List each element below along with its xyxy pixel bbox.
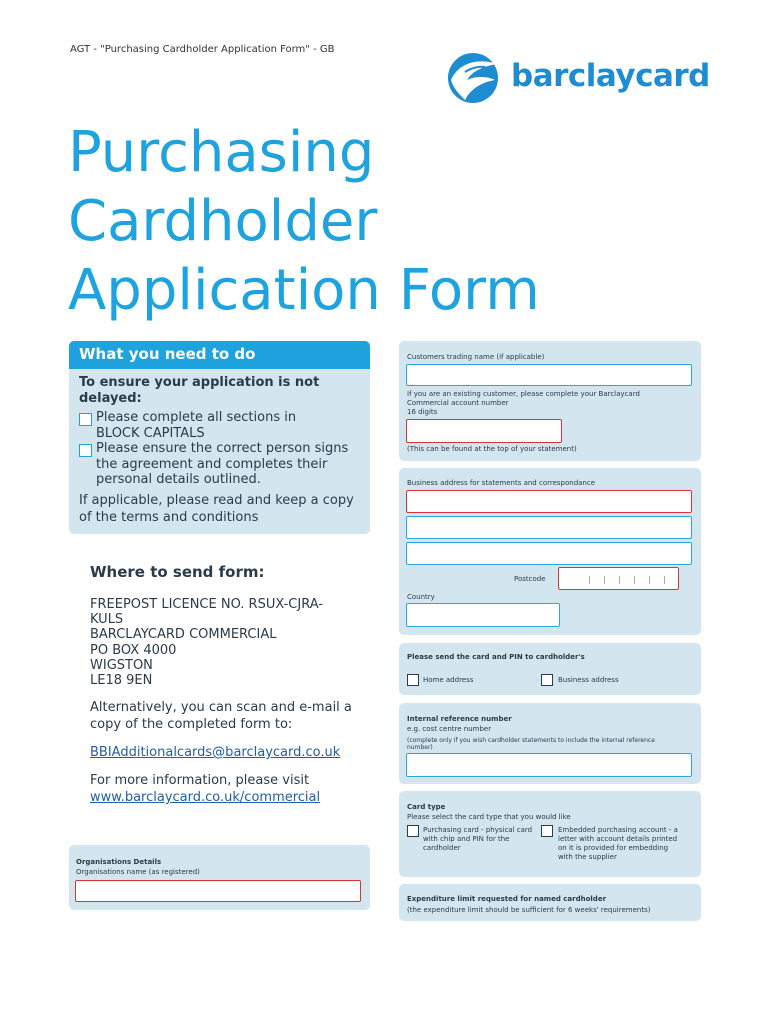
page-title xyxy=(68,118,540,325)
home-address-label: Home address xyxy=(423,676,474,684)
postcode-divider xyxy=(619,576,620,584)
address-line: LE18 9EN xyxy=(90,673,153,689)
reference-panel xyxy=(399,703,701,784)
address-line2-input[interactable] xyxy=(406,516,692,539)
address-line1-input[interactable] xyxy=(406,490,692,513)
instructions-subheading: To ensure your application is not delayed: xyxy=(79,375,320,406)
physical-card-label: Purchasing card - physical card with chip and PIN for the cardholder xyxy=(423,826,533,852)
send-heading: Where to send form: xyxy=(90,563,265,581)
organisation-heading: Organisations Details xyxy=(76,858,162,866)
address-line: BARCLAYCARD COMMERCIAL xyxy=(90,627,277,643)
address-line3-input[interactable] xyxy=(406,542,692,565)
checkbox-icon xyxy=(79,413,92,426)
reference-input[interactable] xyxy=(406,753,692,777)
expenditure-panel xyxy=(399,884,701,921)
reference-note: (complete only if you wish cardholder statements to include the internal reference number) xyxy=(407,737,655,751)
embedded-account-checkbox[interactable] xyxy=(541,825,553,837)
digits-label: 16 digits xyxy=(407,408,438,416)
postal-address xyxy=(90,597,380,688)
postcode-input[interactable] xyxy=(558,567,679,590)
postcode-divider xyxy=(649,576,650,584)
postcode-divider xyxy=(604,576,605,584)
terms-note: If applicable, please read and keep a copy of the terms and conditions xyxy=(79,493,354,525)
account-number-label: If you are an existing customer, please complete your Barclaycard Commercial account number xyxy=(407,390,640,407)
business-address-option-label: Business address xyxy=(558,676,619,684)
organisation-panel xyxy=(69,845,370,910)
instruction-item: Please ensure the correct person signs the agreement and completes their personal details outlined. xyxy=(96,441,349,487)
postcode-divider xyxy=(589,576,590,584)
home-address-checkbox[interactable] xyxy=(407,674,419,686)
title-line: Cardholder xyxy=(68,189,378,254)
address-line: KULS xyxy=(90,612,124,628)
reference-heading: Internal reference number xyxy=(407,715,512,723)
checkbox-icon xyxy=(79,444,92,457)
trading-name-input[interactable] xyxy=(406,364,692,386)
expenditure-heading: Expenditure limit requested for named cardholder xyxy=(407,895,607,903)
title-line: Application Form xyxy=(68,258,540,323)
customer-panel xyxy=(399,341,701,461)
card-type-heading: Card type xyxy=(407,803,446,811)
barclaycard-logo xyxy=(445,50,710,106)
instruction-item: Please complete all sections in BLOCK CAPITALS xyxy=(96,410,297,441)
form-reference: AGT - "Purchasing Cardholder Application Form" - GB xyxy=(70,44,335,55)
email-instructions: Alternatively, you can scan and e-mail a copy of the completed form to: xyxy=(90,700,352,732)
website-link[interactable]: www.barclaycard.co.uk/commercial xyxy=(90,790,321,805)
card-type-instruction: Please select the card type that you would like xyxy=(407,813,571,821)
expenditure-note: (the expenditure limit should be sufficient for 6 weeks' requirements) xyxy=(407,906,651,914)
organisation-name-input[interactable] xyxy=(75,880,361,902)
address-line: FREEPOST LICENCE NO. RSUX-CJRA- xyxy=(90,597,324,612)
eagle-icon xyxy=(445,50,505,106)
info-text: For more information, please visit xyxy=(90,773,310,788)
organisation-name-label: Organisations name (as registered) xyxy=(76,868,200,876)
address-line: PO BOX 4000 xyxy=(90,642,177,658)
reference-example: e.g. cost centre number xyxy=(407,725,492,733)
country-label: Country xyxy=(407,593,435,601)
business-address-label: Business address for statements and correspondance xyxy=(407,479,596,487)
postcode-divider xyxy=(664,576,665,584)
card-delivery-panel xyxy=(399,643,701,695)
account-number-input[interactable] xyxy=(406,419,562,443)
postcode-divider xyxy=(634,576,635,584)
card-type-panel xyxy=(399,791,701,877)
business-address-checkbox[interactable] xyxy=(541,674,553,686)
email-link[interactable]: BBIAdditionalcards@barclaycard.co.uk xyxy=(90,745,341,760)
country-input[interactable] xyxy=(406,603,560,627)
instructions-panel xyxy=(69,341,370,534)
statement-note: (This can be found at the top of your statement) xyxy=(407,445,577,453)
embedded-account-label: Embedded purchasing account - a letter with account details printed on it is provided for embedding with the supplier xyxy=(558,826,678,861)
address-line: WIGSTON xyxy=(90,657,153,673)
logo-wordmark: barclaycard xyxy=(511,58,710,94)
business-address-panel xyxy=(399,468,701,635)
card-delivery-heading: Please send the card and PIN to cardholder's xyxy=(407,653,585,661)
trading-name-label: Customers trading name (if applicable) xyxy=(407,353,545,361)
instructions-heading: What you need to do xyxy=(69,341,370,369)
postcode-label: Postcode xyxy=(514,575,546,583)
physical-card-checkbox[interactable] xyxy=(407,825,419,837)
title-line: Purchasing xyxy=(68,120,375,185)
